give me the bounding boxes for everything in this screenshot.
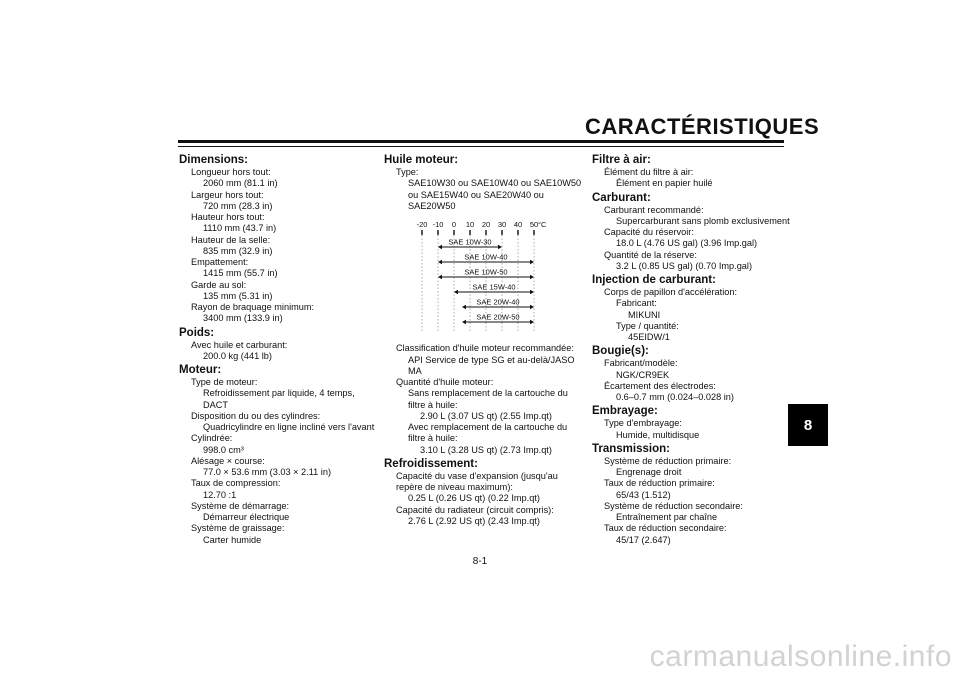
range-arrow-left	[438, 275, 442, 279]
page-number: 8-1	[472, 556, 488, 567]
spec-value: 200.0 kg (441 lb)	[203, 350, 272, 361]
section-title-injection: Injection de carburant:	[592, 274, 716, 286]
section-title-embrayage: Embrayage:	[592, 405, 658, 418]
section-title-moteur: Moteur:	[179, 364, 222, 376]
spec-label: Type de moteur:	[191, 377, 258, 387]
section-title-bougie: Bougie(s):	[592, 345, 649, 358]
range-arrow-right	[530, 275, 534, 279]
spec-label: Type d'embrayage:	[604, 418, 682, 429]
spec-value: ou SAE15W40 ou SAE20W40 ou	[408, 189, 544, 200]
series-label: SAE 10W-40	[464, 252, 508, 262]
spec-value: 2.90 L (3.07 US qt) (2.55 Imp.qt)	[420, 410, 552, 421]
spec-value: 3.10 L (3.28 US qt) (2.73 Imp.qt)	[420, 444, 552, 455]
spec-value: Supercarburant sans plomb exclusivement	[616, 215, 790, 226]
spec-label: Quantité d'huile moteur:	[396, 377, 494, 387]
oil-viscosity-chart-svg	[414, 218, 549, 336]
spec-value: Refroidissement par liquide, 4 temps,	[203, 388, 355, 399]
series-label: SAE 20W-40	[476, 297, 520, 307]
spec-label: Empattement:	[191, 257, 249, 267]
spec-label: Élément du filtre à air:	[604, 167, 694, 177]
spec-label: Type / quantité:	[616, 320, 679, 331]
spec-label: repère de niveau maximum):	[396, 482, 513, 492]
spec-label: Écartement des électrodes:	[604, 380, 716, 391]
range-arrow-right	[498, 245, 502, 249]
spec-value: 77.0 × 53.6 mm (3.03 × 2.11 in)	[203, 467, 332, 477]
column-right	[592, 152, 792, 546]
spec-label: Type:	[396, 167, 419, 177]
spec-label: Classification d'huile moteur recommandée:	[396, 343, 574, 354]
section-title-filtre: Filtre à air:	[592, 154, 651, 166]
spec-value: 835 mm (32.9 in)	[203, 245, 273, 256]
tick-label: 0	[451, 220, 457, 229]
spec-value: 0.25 L (0.26 US qt) (0.22 Imp.qt)	[408, 493, 540, 504]
spec-label: Taux de réduction primaire:	[604, 478, 715, 489]
spec-value: 3400 mm (133.9 in)	[203, 313, 283, 324]
spec-value: 1415 mm (55.7 in)	[203, 268, 278, 279]
spec-label: Longueur hors tout:	[191, 167, 271, 177]
spec-value: MA	[408, 365, 422, 376]
header-rule	[178, 140, 784, 143]
spec-label: Carburant recommandé:	[604, 204, 704, 215]
spec-value: 2.76 L (2.92 US qt) (2.43 Imp.qt)	[408, 515, 540, 526]
spec-value: Engrenage droit	[616, 467, 682, 477]
spec-label: Système de graissage:	[191, 523, 285, 534]
spec-value: 3.2 L (0.85 US gal) (0.70 Imp.gal)	[616, 260, 753, 271]
range-arrow-right	[530, 290, 534, 294]
spec-value: 12.70 :1	[203, 489, 237, 500]
spec-label: filtre à huile:	[408, 399, 458, 410]
spec-label: Hauteur hors tout:	[191, 212, 265, 222]
chapter-tab[interactable]: 8	[788, 404, 828, 446]
spec-value: MIKUNI	[628, 309, 661, 320]
series-label: SAE 20W-50	[476, 312, 520, 322]
page-title: CARACTÉRISTIQUES	[585, 114, 820, 139]
spec-value: 1110 mm (43.7 in)	[203, 223, 277, 234]
spec-value: NGK/CR9EK	[616, 369, 670, 380]
section-title-carburant: Carburant:	[592, 191, 651, 204]
spec-label: Cylindrée:	[191, 433, 233, 444]
tick-label: 30	[497, 220, 507, 229]
spec-label: Capacité du vase d'expansion (jusqu'au	[396, 470, 558, 481]
tick-label: -10	[432, 220, 444, 229]
spec-label: Avec huile et carburant:	[191, 339, 288, 350]
spec-value: SAE20W50	[408, 200, 456, 211]
range-arrow-left	[438, 245, 442, 249]
spec-value: 0.6–0.7 mm (0.024–0.028 in)	[616, 392, 734, 402]
series-label: SAE 15W-40	[472, 282, 516, 292]
spec-value: API Service de type SG et au-delà/JASO	[408, 354, 575, 365]
spec-label: Fabricant/modèle:	[604, 358, 678, 369]
spec-label: Système de démarrage:	[191, 500, 290, 511]
spec-value: Élément en papier huilé	[616, 178, 713, 189]
column-middle	[384, 152, 584, 527]
spec-value: 2060 mm (81.1 in)	[203, 178, 278, 189]
spec-value: 18.0 L (4.76 US gal) (3.96 Imp.gal)	[616, 238, 758, 249]
tick-label: 40	[513, 220, 523, 229]
header-rule-thin	[178, 146, 784, 147]
spec-label: Système de réduction secondaire:	[604, 500, 743, 511]
spec-label: Rayon de braquage minimum:	[191, 302, 315, 312]
spec-label: Système de réduction primaire:	[604, 455, 732, 466]
range-arrow-right	[530, 320, 534, 324]
spec-label: Sans remplacement de la cartouche du	[408, 388, 568, 399]
range-arrow-left	[438, 260, 442, 264]
spec-label: Taux de réduction secondaire:	[604, 523, 727, 534]
spec-label: Alésage × course:	[191, 455, 265, 466]
spec-label: Largeur hors tout:	[191, 189, 264, 200]
spec-value: Quadricylindre en ligne incliné vers l'avant	[203, 422, 375, 432]
oil-viscosity-chart	[414, 218, 584, 339]
spec-value: Humide, multidisque	[616, 429, 700, 440]
spec-label: filtre à huile:	[408, 433, 458, 444]
section-title-dimensions: Dimensions:	[179, 154, 249, 166]
range-arrow-right	[530, 305, 534, 309]
tick-label: 10	[465, 220, 475, 229]
spec-label: Fabricant:	[616, 298, 657, 309]
spec-value: Entraînement par chaîne	[616, 512, 718, 522]
range-arrow-left	[462, 320, 466, 324]
section-title-poids: Poids:	[179, 326, 215, 339]
section-title-refroidissement: Refroidissement:	[384, 457, 478, 470]
range-arrow-right	[530, 260, 534, 264]
spec-value: 720 mm (28.3 in)	[203, 200, 273, 211]
spec-label: Capacité du réservoir:	[604, 227, 694, 237]
spec-value: 65/43 (1.512)	[616, 489, 671, 500]
section-title-transmission: Transmission:	[592, 442, 670, 455]
spec-label: Garde au sol:	[191, 279, 247, 290]
axis-unit-label: °C	[538, 220, 547, 229]
spec-label: Hauteur de la selle:	[191, 234, 271, 245]
spec-value: Démarreur électrique	[203, 512, 290, 522]
tick-label: 50	[529, 220, 539, 229]
spec-label: Avec remplacement de la cartouche du	[408, 422, 568, 432]
spec-label: Corps de papillon d'accélération:	[604, 287, 738, 297]
range-arrow-left	[462, 305, 466, 309]
spec-value: DACT	[203, 399, 229, 410]
watermark: carmanualsonline.info	[649, 640, 952, 673]
spec-label: Quantité de la réserve:	[604, 249, 697, 260]
column-left	[179, 152, 379, 546]
series-label: SAE 10W-30	[448, 237, 492, 247]
spec-label: Disposition du ou des cylindres:	[191, 410, 321, 421]
series-label: SAE 10W-50	[464, 267, 508, 277]
spec-label: Taux de compression:	[191, 478, 281, 489]
spec-value: 998.0 cm³	[203, 444, 244, 455]
spec-value: Carter humide	[203, 534, 262, 545]
section-title-huile: Huile moteur:	[384, 154, 459, 166]
tick-label: -20	[416, 220, 428, 229]
spec-value: 45/17 (2.647)	[616, 534, 671, 545]
tick-label: 20	[481, 220, 491, 229]
spec-value: SAE10W30 ou SAE10W40 ou SAE10W50	[408, 178, 582, 189]
spec-label: Capacité du radiateur (circuit compris):	[396, 504, 554, 515]
spec-value: 135 mm (5.31 in)	[203, 290, 273, 301]
spec-value: 45EIDW/1	[628, 332, 670, 342]
range-arrow-left	[454, 290, 458, 294]
